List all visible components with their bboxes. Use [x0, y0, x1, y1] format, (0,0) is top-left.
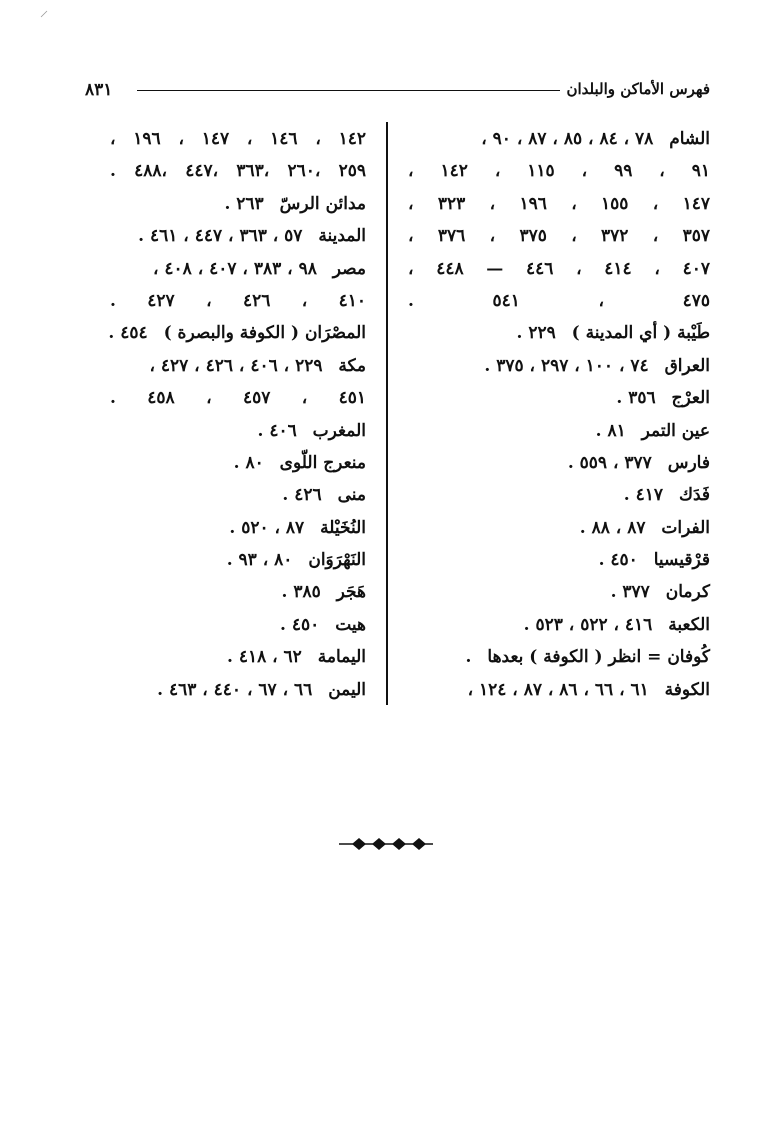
entry-term: العرْج [671, 388, 710, 409]
entry-term: المغرب [312, 420, 366, 441]
entry-page-refs: ٦٢ ، ٤١٨ . [226, 647, 302, 668]
entry-page-refs: ٧٤ ، ١٠٠ ، ٢٩٧ ، ٣٧٥ . [484, 355, 649, 376]
index-entry [408, 350, 710, 382]
index-entry [110, 674, 366, 706]
entry-term: فَدَك [678, 485, 710, 506]
index-entry [110, 350, 366, 382]
index-entry [408, 641, 710, 673]
entry-page-refs: ٥٧ ، ٣٦٣ ، ٤٤٧ ، ٤٦١ . [138, 226, 303, 247]
entry-term: الكوفة [664, 679, 710, 700]
entry-term: هَجَر [336, 582, 366, 603]
page-number: ٨٣١ [85, 80, 113, 100]
running-title: فهرس الأماكن والبلدان [566, 80, 710, 98]
index-entry [110, 544, 366, 576]
entry-page-refs: ٤٥٤ . [108, 323, 148, 344]
entry-page-refs: ٤١٠ ، ٤٢٦ ، ٤٢٧ . [110, 290, 367, 311]
entry-page-refs: ٢٥٩ ،٢٦٠ ،٣٦٣ ،٤٤٧ ،٤٨٨ . [110, 161, 367, 182]
entry-page-refs: ٨٧ ، ٨٨ . [579, 517, 646, 538]
header-rule [137, 90, 560, 91]
entry-term: اليمن [328, 679, 366, 700]
entry-term: فارس [667, 452, 710, 473]
index-entry [408, 253, 710, 285]
entry-page-refs: ٤١٦ ، ٥٢٢ ، ٥٢٣ . [523, 614, 653, 635]
entry-page-refs: . [465, 647, 472, 668]
entry-page-refs: ٨٧ ، ٥٢٠ . [229, 517, 305, 538]
index-entry [408, 674, 710, 706]
entry-term: عين التمر [641, 420, 710, 441]
entry-term: الفرات [661, 517, 710, 538]
index-entry [408, 285, 710, 317]
entry-page-refs: ٦٦ ، ٦٧ ، ٤٤٠ ، ٤٦٣ . [157, 679, 313, 700]
index-entry [110, 317, 366, 349]
index-entry [408, 544, 710, 576]
index-entry [408, 123, 710, 155]
entry-page-refs: ٧٨ ، ٨٤ ، ٨٥ ، ٨٧ ، ٩٠ ، [481, 129, 654, 149]
index-entry [110, 123, 366, 155]
entry-page-refs: ٣٧٧ . [610, 582, 650, 603]
column-divider [386, 122, 388, 705]
entry-page-refs: ٣٧٧ ، ٥٥٩ . [567, 452, 652, 473]
entry-term: مصر [332, 258, 366, 279]
index-entry [408, 609, 710, 641]
entry-term: قرْقيسيا [653, 550, 710, 571]
index-entry [110, 512, 366, 544]
index-entry [110, 479, 366, 511]
index-entry [110, 382, 366, 414]
index-entry [110, 609, 366, 641]
entry-page-refs: ٤٠٦ . [257, 420, 297, 441]
index-entry [408, 317, 710, 349]
index-column-left [110, 123, 366, 706]
entry-page-refs: ٢٢٩ . [516, 323, 556, 344]
entry-page-refs: ٤٥٠ . [280, 614, 320, 635]
index-entry [110, 188, 366, 220]
entry-page-refs: ٤٥٠ . [598, 550, 638, 571]
index-entry [408, 155, 710, 187]
index-column-right [408, 123, 710, 706]
entry-term: العراق [664, 355, 710, 376]
entry-term: الكعبة [668, 614, 710, 635]
entry-page-refs: ٤٢٦ . [282, 485, 322, 506]
index-entry [408, 220, 710, 252]
index-entry [110, 641, 366, 673]
entry-page-refs: ٨٠ ، ٩٣ . [226, 550, 293, 571]
entry-page-refs: ٤٠٧ ، ٤١٤ ، ٤٤٦ — ٤٤٨ ، [408, 258, 710, 279]
entry-term: اليمامة [317, 647, 366, 668]
entry-page-refs: ١٤٢ ، ١٤٦ ، ١٤٧ ، ١٩٦ ، [110, 129, 367, 149]
entry-page-refs: ٢٢٩ ، ٤٠٦ ، ٤٢٦ ، ٤٢٧ ، [149, 355, 323, 376]
entry-page-refs: ٣٥٧ ، ٣٧٢ ، ٣٧٥ ، ٣٧٦ ، [408, 226, 711, 247]
entry-page-refs: ٩٨ ، ٣٨٣ ، ٤٠٧ ، ٤٠٨ ، [152, 258, 317, 279]
entry-term: كُوفان = انظر ( الكوفة ) بعدها [487, 647, 710, 668]
index-entry [110, 285, 366, 317]
entry-term: طَيْبة ( أي المدينة ) [571, 323, 710, 344]
index-entry [110, 253, 366, 285]
entry-page-refs: ٢٦٣ . [224, 193, 264, 214]
index-entry [110, 155, 366, 187]
end-ornament [339, 836, 433, 852]
entry-term: المدينة [318, 226, 366, 247]
entry-page-refs: ٤١٧ . [623, 485, 664, 506]
index-entry [408, 188, 710, 220]
entry-page-refs: ٦١ ، ٦٦ ، ٨٦ ، ٨٧ ، ١٢٤ ، [467, 679, 649, 700]
entry-term: مكة [338, 355, 366, 376]
entry-term: منى [337, 485, 366, 506]
entry-page-refs: ٤٧٥ ، ٥٤١ . [408, 290, 710, 311]
entry-term: المصْرَان ( الكوفة والبصرة ) [163, 323, 366, 344]
entry-term: كرمان [665, 582, 710, 603]
index-entry [110, 576, 366, 608]
entry-page-refs: ٨١ . [595, 420, 626, 441]
entry-term: مدائن الرسّ [279, 193, 366, 214]
index-entry [408, 576, 710, 608]
entry-page-refs: ٩١ ، ٩٩ ، ١١٥ ، ١٤٢ ، [408, 161, 711, 182]
entry-page-refs: ٨٠ . [233, 452, 264, 473]
entry-term: منعرج اللّوى [279, 452, 366, 473]
index-entry [110, 415, 366, 447]
entry-term: النُخَيْلة [320, 517, 366, 538]
index-entry [408, 479, 710, 511]
entry-term: النَهْرَوَان [308, 550, 366, 571]
entry-page-refs: ٤٥١ ، ٤٥٧ ، ٤٥٨ . [110, 388, 367, 409]
entry-page-refs: ٣٨٥ . [281, 582, 321, 603]
entry-page-refs: ١٤٧ ، ١٥٥ ، ١٩٦ ، ٣٢٣ ، [408, 193, 711, 214]
corner-mark [40, 10, 48, 18]
entry-term: هيت [335, 614, 366, 635]
index-entry [408, 382, 710, 414]
index-entry [408, 415, 710, 447]
index-entry [110, 220, 366, 252]
entry-page-refs: ٣٥٦ . [616, 388, 656, 409]
index-entry [408, 447, 710, 479]
page-header [85, 80, 710, 104]
index-entry [408, 512, 710, 544]
entry-term: الشام [669, 129, 710, 149]
index-entry [110, 447, 366, 479]
